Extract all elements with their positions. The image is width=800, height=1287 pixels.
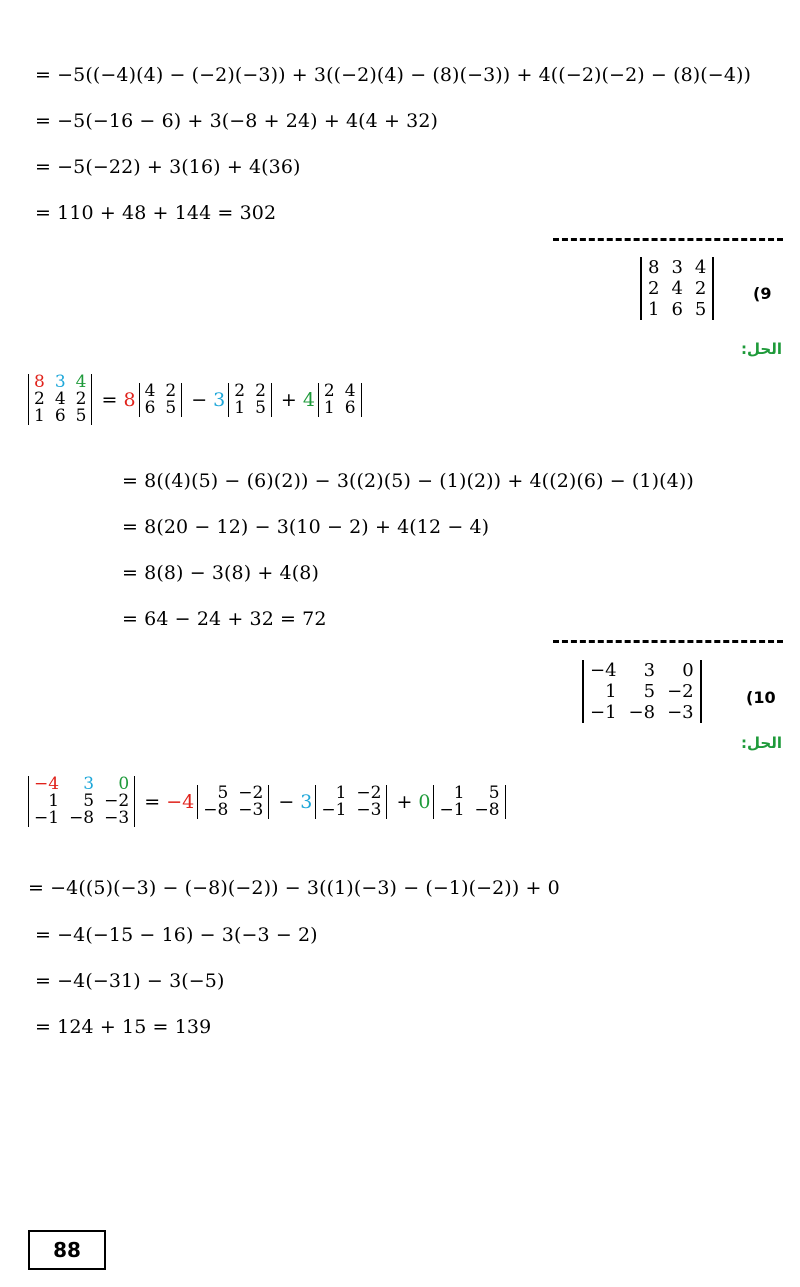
q10-det-cell: −4	[34, 774, 60, 794]
q10-matrix	[582, 660, 702, 723]
minor-cell: 1	[335, 782, 347, 803]
minor-cell: 5	[488, 782, 500, 803]
q9-step-4: = 64 − 24 + 32 = 72	[122, 608, 327, 630]
q9-cell: 5	[694, 299, 707, 320]
q9-det-cell: 6	[54, 406, 66, 426]
minor-cell: 4	[144, 380, 156, 401]
minor-cell: −8	[203, 799, 229, 820]
q10-minor-1	[197, 782, 269, 820]
q10-op-2: +	[396, 790, 413, 813]
q9-op-2: +	[280, 388, 297, 411]
equals-sign: =	[138, 790, 167, 813]
q9-solution-label: الحل:	[741, 340, 782, 358]
q10-minor-3	[433, 782, 505, 820]
q9-coef-1: 8	[123, 388, 136, 411]
q10-step-4: = 124 + 15 = 139	[35, 1016, 212, 1038]
q9-minor-3	[318, 380, 362, 418]
minor-cell: 1	[234, 397, 246, 418]
q10-step-3: = −4(−31) − 3(−5)	[35, 970, 225, 992]
q9-det-cell: 4	[54, 389, 66, 409]
q9-det-cell: 4	[75, 372, 87, 392]
q9-minor-1	[139, 380, 183, 418]
minor-cell: 5	[217, 782, 229, 803]
q9-step-1: = 8((4)(5) − (6)(2)) − 3((2)(5) − (1)(2)) + 4((2)(6) − (1)(4))	[122, 470, 694, 492]
q10-cell: −4	[590, 660, 617, 681]
q9-step-3: = 8(8) − 3(8) + 4(8)	[122, 562, 319, 584]
q9-expansion-row	[28, 374, 365, 425]
minor-cell: −3	[356, 799, 382, 820]
q9-cell: 6	[671, 299, 683, 320]
q9-det-cell: 3	[54, 372, 66, 392]
q10-det-cell: −1	[34, 808, 60, 828]
minor-cell: 2	[323, 380, 335, 401]
page-number: 88	[28, 1230, 106, 1270]
q9-number: (9	[753, 284, 772, 303]
q10-minor-2	[315, 782, 387, 820]
minor-cell: 1	[323, 397, 335, 418]
q9-step-2: = 8(20 − 12) − 3(10 − 2) + 4(12 − 4)	[122, 516, 490, 538]
q9-cell: 1	[648, 299, 660, 320]
q9-op-1: −	[191, 388, 208, 411]
q10-det-cell: −3	[104, 808, 130, 828]
q9-full-determinant	[28, 374, 92, 425]
minor-cell: 6	[144, 397, 156, 418]
minor-cell: −1	[439, 799, 465, 820]
q9-det-cell: 2	[34, 389, 45, 409]
q9-cell: 2	[694, 278, 707, 299]
q9-det-cell: 5	[75, 406, 87, 426]
top-step-3: = −5(−22) + 3(16) + 4(36)	[35, 156, 301, 178]
separator-2	[553, 640, 783, 643]
q10-step-2: = −4(−15 − 16) − 3(−3 − 2)	[35, 924, 318, 946]
q10-number: (10	[746, 688, 776, 707]
q10-cell: 1	[605, 681, 617, 702]
q10-cell: 5	[643, 681, 656, 702]
q10-cell: 3	[643, 660, 656, 681]
q10-solution-label: الحل:	[741, 734, 782, 752]
q10-coef-1: −4	[166, 790, 195, 813]
q10-op-1: −	[278, 790, 295, 813]
q9-cell: 3	[671, 257, 683, 278]
q10-cell: −1	[590, 702, 617, 723]
q9-minor-2	[228, 380, 272, 418]
top-step-2: = −5(−16 − 6) + 3(−8 + 24) + 4(4 + 32)	[35, 110, 439, 132]
q10-det-cell: −8	[69, 808, 95, 828]
minor-cell: 4	[344, 380, 356, 401]
q10-det-cell: 0	[118, 774, 130, 794]
q9-matrix	[640, 257, 714, 320]
q9-coef-3: 4	[302, 388, 315, 411]
q10-coef-2: 3	[300, 790, 313, 813]
minor-cell: 1	[453, 782, 465, 803]
minor-cell: 5	[255, 397, 266, 418]
minor-cell: −2	[238, 782, 264, 803]
q10-cell: −8	[628, 702, 656, 723]
q10-step-1: = −4((5)(−3) − (−8)(−2)) − 3((1)(−3) − (−1)(−2)) + 0	[28, 877, 560, 899]
q10-full-determinant	[28, 776, 135, 827]
q10-cell: 0	[682, 660, 694, 681]
q9-det-cell: 2	[75, 389, 87, 409]
top-step-1: = −5((−4)(4) − (−2)(−3)) + 3((−2)(4) − (8)(−3)) + 4((−2)(−2) − (8)(−4))	[35, 64, 752, 86]
q9-det-cell: 1	[34, 406, 45, 426]
q10-cell: −3	[667, 702, 694, 723]
minor-cell: −8	[474, 799, 500, 820]
separator-1	[553, 238, 783, 241]
q10-det-cell: −2	[104, 791, 130, 811]
q9-cell: 4	[671, 278, 683, 299]
q10-coef-3: 0	[418, 790, 431, 813]
minor-cell: 5	[165, 397, 177, 418]
minor-cell: −1	[321, 799, 347, 820]
minor-cell: 6	[344, 397, 356, 418]
q9-cell: 8	[648, 257, 660, 278]
top-step-4: = 110 + 48 + 144 = 302	[35, 202, 277, 224]
q9-cell: 2	[648, 278, 660, 299]
q10-cell: −2	[667, 681, 694, 702]
q9-cell: 4	[694, 257, 707, 278]
q9-det-cell: 8	[34, 372, 45, 392]
minor-cell: −3	[238, 799, 264, 820]
minor-cell: 2	[234, 380, 246, 401]
minor-cell: 2	[165, 380, 177, 401]
q9-coef-2: 3	[213, 388, 226, 411]
q10-det-cell: 5	[83, 791, 95, 811]
q10-expansion-row	[28, 776, 509, 827]
equals-sign: =	[95, 388, 124, 411]
minor-cell: 2	[255, 380, 266, 401]
q10-det-cell: 3	[83, 774, 95, 794]
q10-det-cell: 1	[48, 791, 60, 811]
minor-cell: −2	[356, 782, 382, 803]
